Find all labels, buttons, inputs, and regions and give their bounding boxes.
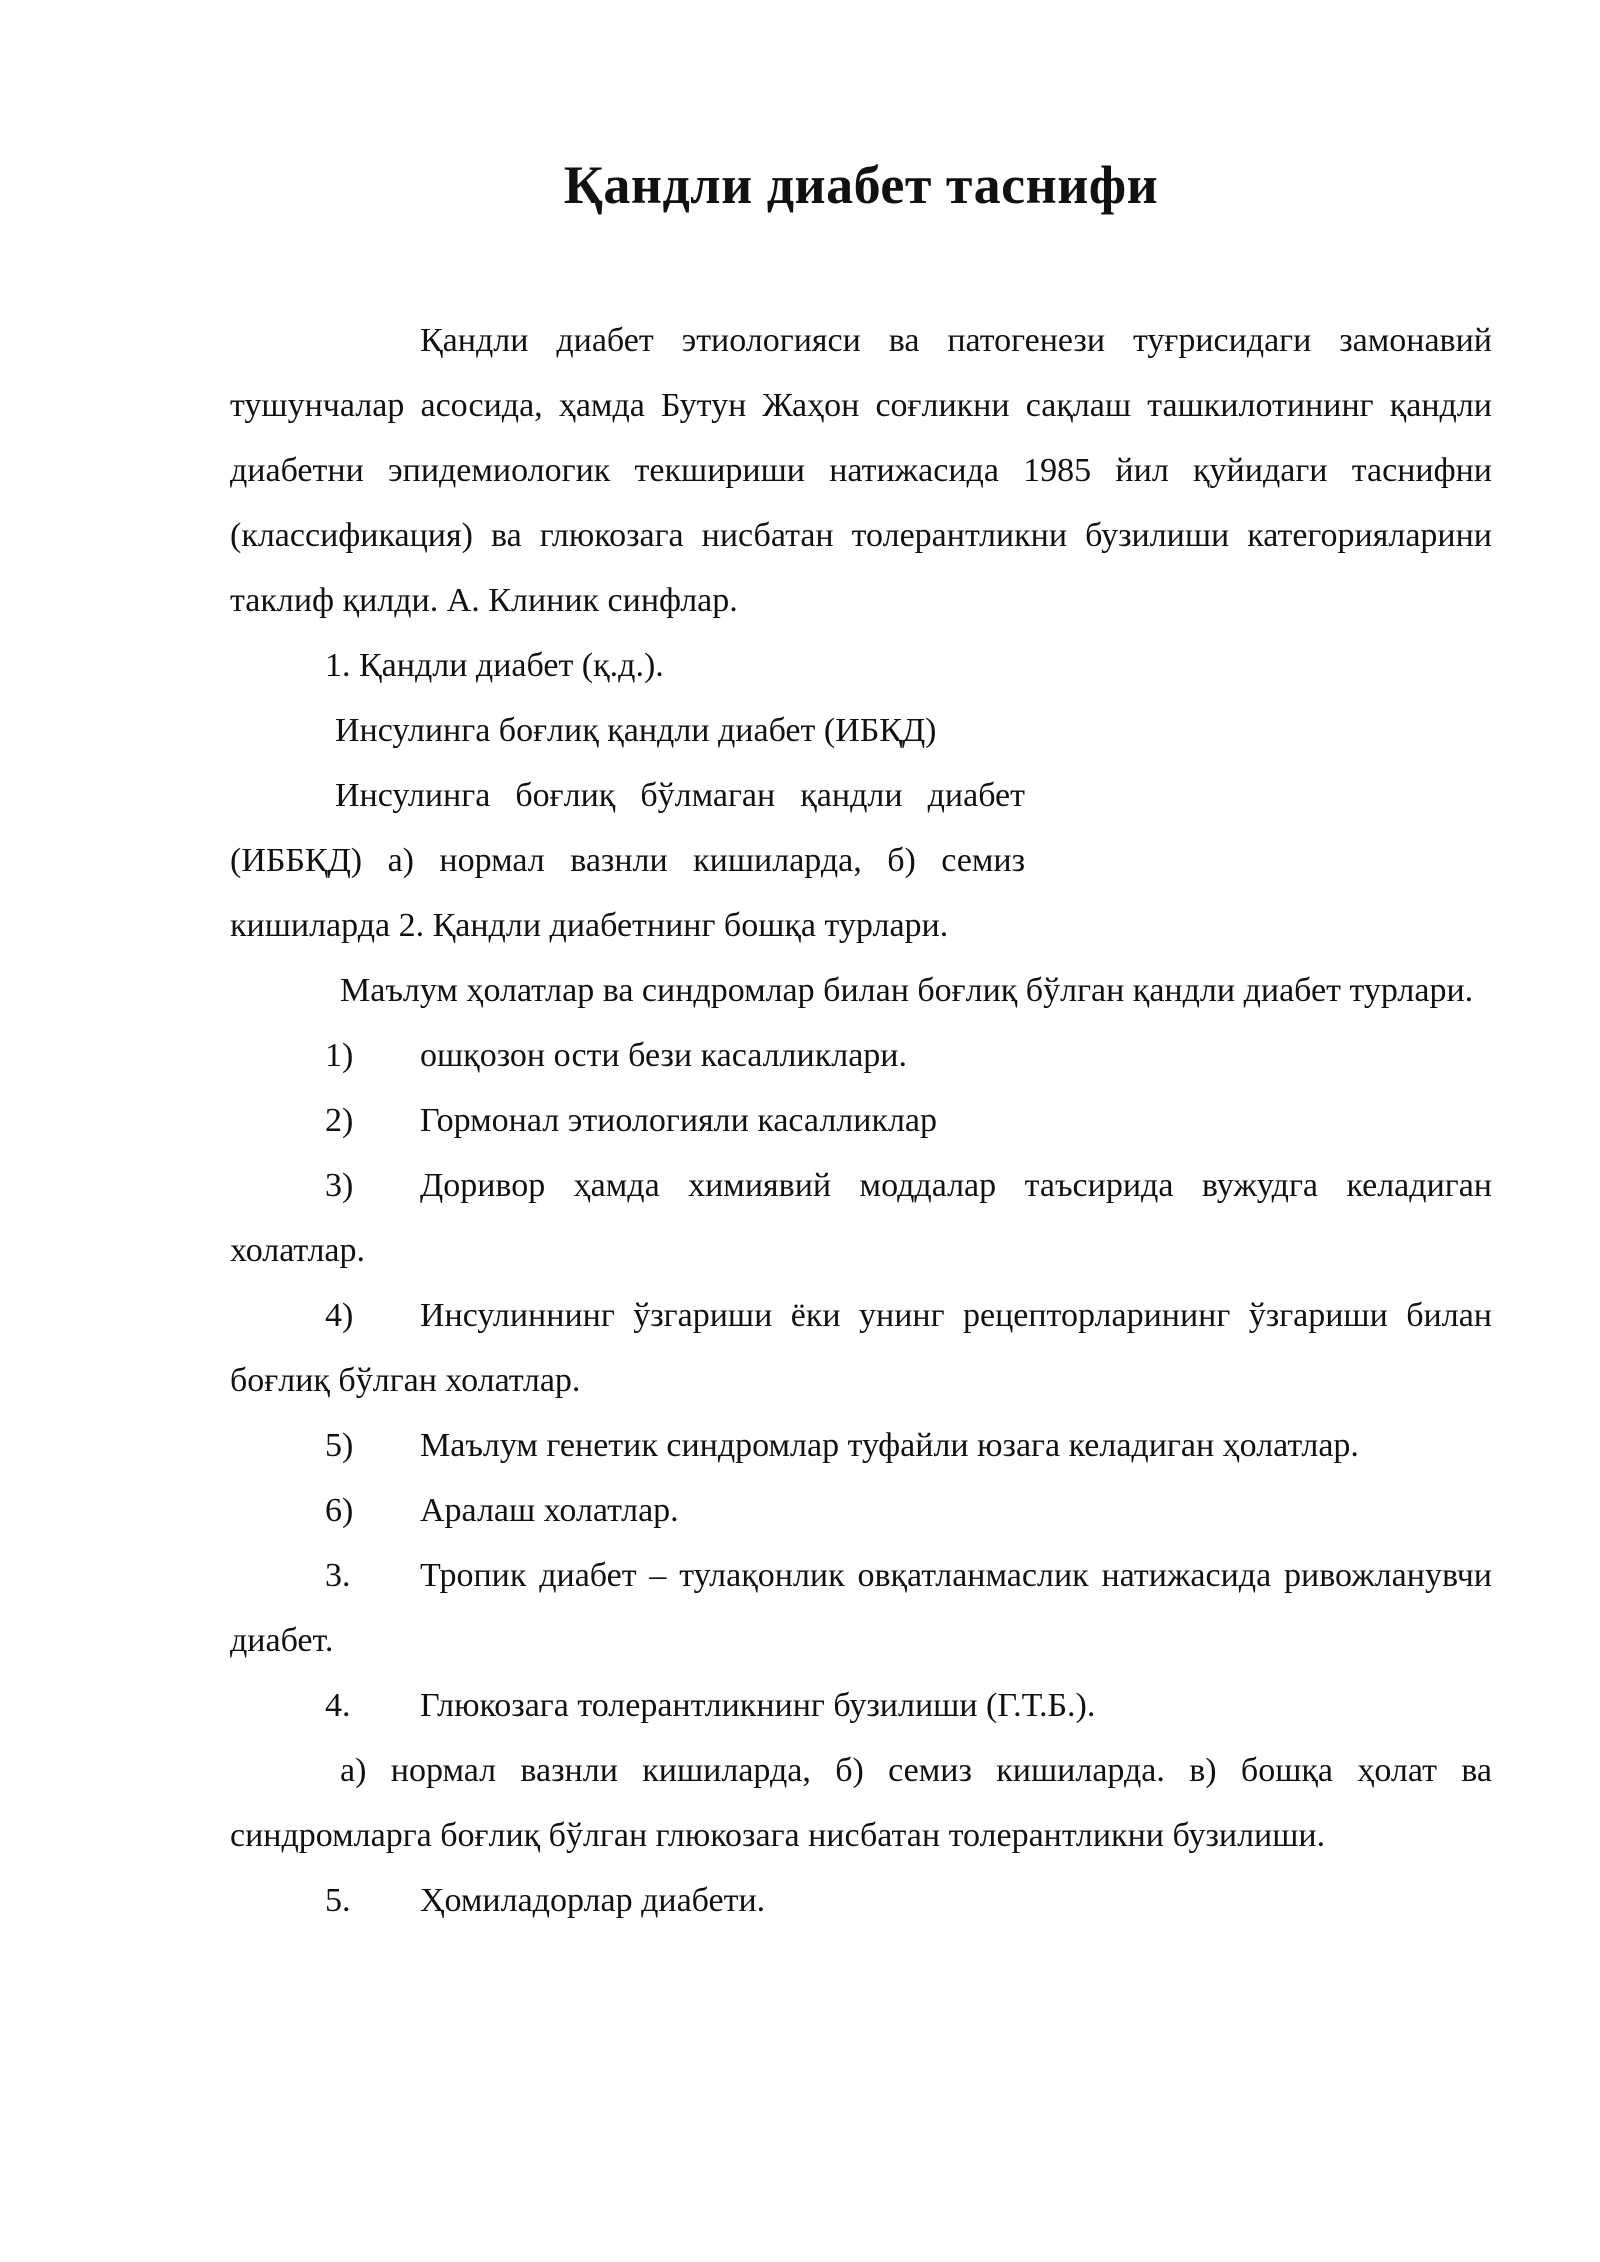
list-item [230,1478,1492,1543]
document-page [230,150,1492,1933]
ibbqd-paragraph: Инсулинга боғлиқ бўлмаган қандли диабет (ИББҚД) а) нормал вазнли кишиларда, б) семиз кишиларда 2. Қандли диабетнинг бошқа турлари. [230,777,1025,944]
list-item-text: Доривор ҳамда химиявий моддалар таъсирида вужудга келадиган холатлар. [230,1167,1492,1269]
ibqd-line: Инсулинга боғлиқ қандли диабет (ИБҚД) [335,712,937,749]
list-item [230,1283,1492,1413]
list-item-number: 3) [325,1167,354,1204]
list-item-number: 2) [325,1102,354,1139]
list-item [230,1543,1492,1673]
list-item-text: Ҳомиладорлар диабети. [420,1882,766,1919]
list-item [230,1868,1492,1933]
numbered-list [230,1023,1492,1738]
list-item [230,1088,1492,1153]
list-item-number: 5) [325,1427,354,1464]
list-item [230,1153,1492,1283]
list-item-number: 3. [325,1557,351,1594]
list-item-text: Инсулиннинг ўзгариши ёки унинг рецепторларининг ўзгариши билан боғлиқ бўлган холатлар. [230,1297,1492,1399]
list-item-text: Тропик диабет – тулақонлик овқатланмаслик натижасида ривожланувчи диабет. [230,1557,1492,1659]
list-item [230,1023,1492,1088]
diabetes-heading-line: 1. Қандли диабет (қ.д.). [325,647,664,684]
gtb-subtypes-paragraph: а) нормал вазнли кишиларда, б) семиз кишиларда. в) бошқа ҳолат ва синдромларга боғлиқ бўлган глюкозага нисбатан толерантликни бузилиши. [230,1752,1492,1854]
intro-paragraph: Қандли диабет этиологияси ва патогенези туғрисидаги замонавий тушунчалар асосида, ҳамда Бутун Жаҳон соғликни сақлаш ташкилотининг қандли диабетни эпидемиологик текшириши натижасида 1985 йил қуйидаги таснифни (классификация) ва глюкозага нисбатан толерантликни бузилиши категорияларини таклиф қилди. А. Клиник синфлар. [230,322,1492,619]
list-item-text: Маълум генетик синдромлар туфайли юзага келадиган ҳолатлар. [420,1427,1359,1464]
list-item-text: Гормонал этиологияли касалликлар [420,1102,938,1139]
list-item-number: 4) [325,1297,354,1334]
list-item-number: 5. [325,1882,351,1919]
list-item-number: 4. [325,1687,351,1724]
known-conditions-paragraph: Маълум ҳолатлар ва синдромлар билан боғлиқ бўлган қандли диабет турлари. [340,972,1474,1009]
document-title: Қандли диабет таснифи [563,155,1159,215]
list-item-text: Аралаш холатлар. [420,1492,679,1529]
list-item-text: Глюкозага толерантликнинг бузилиши (Г.Т.Б.). [420,1687,1096,1724]
list-item [230,1413,1492,1478]
list-item-text: ошқозон ости бези касалликлари. [420,1037,907,1074]
list-item-number: 6) [325,1492,354,1529]
list-item-number: 1) [325,1037,354,1074]
list-item [230,1673,1492,1738]
